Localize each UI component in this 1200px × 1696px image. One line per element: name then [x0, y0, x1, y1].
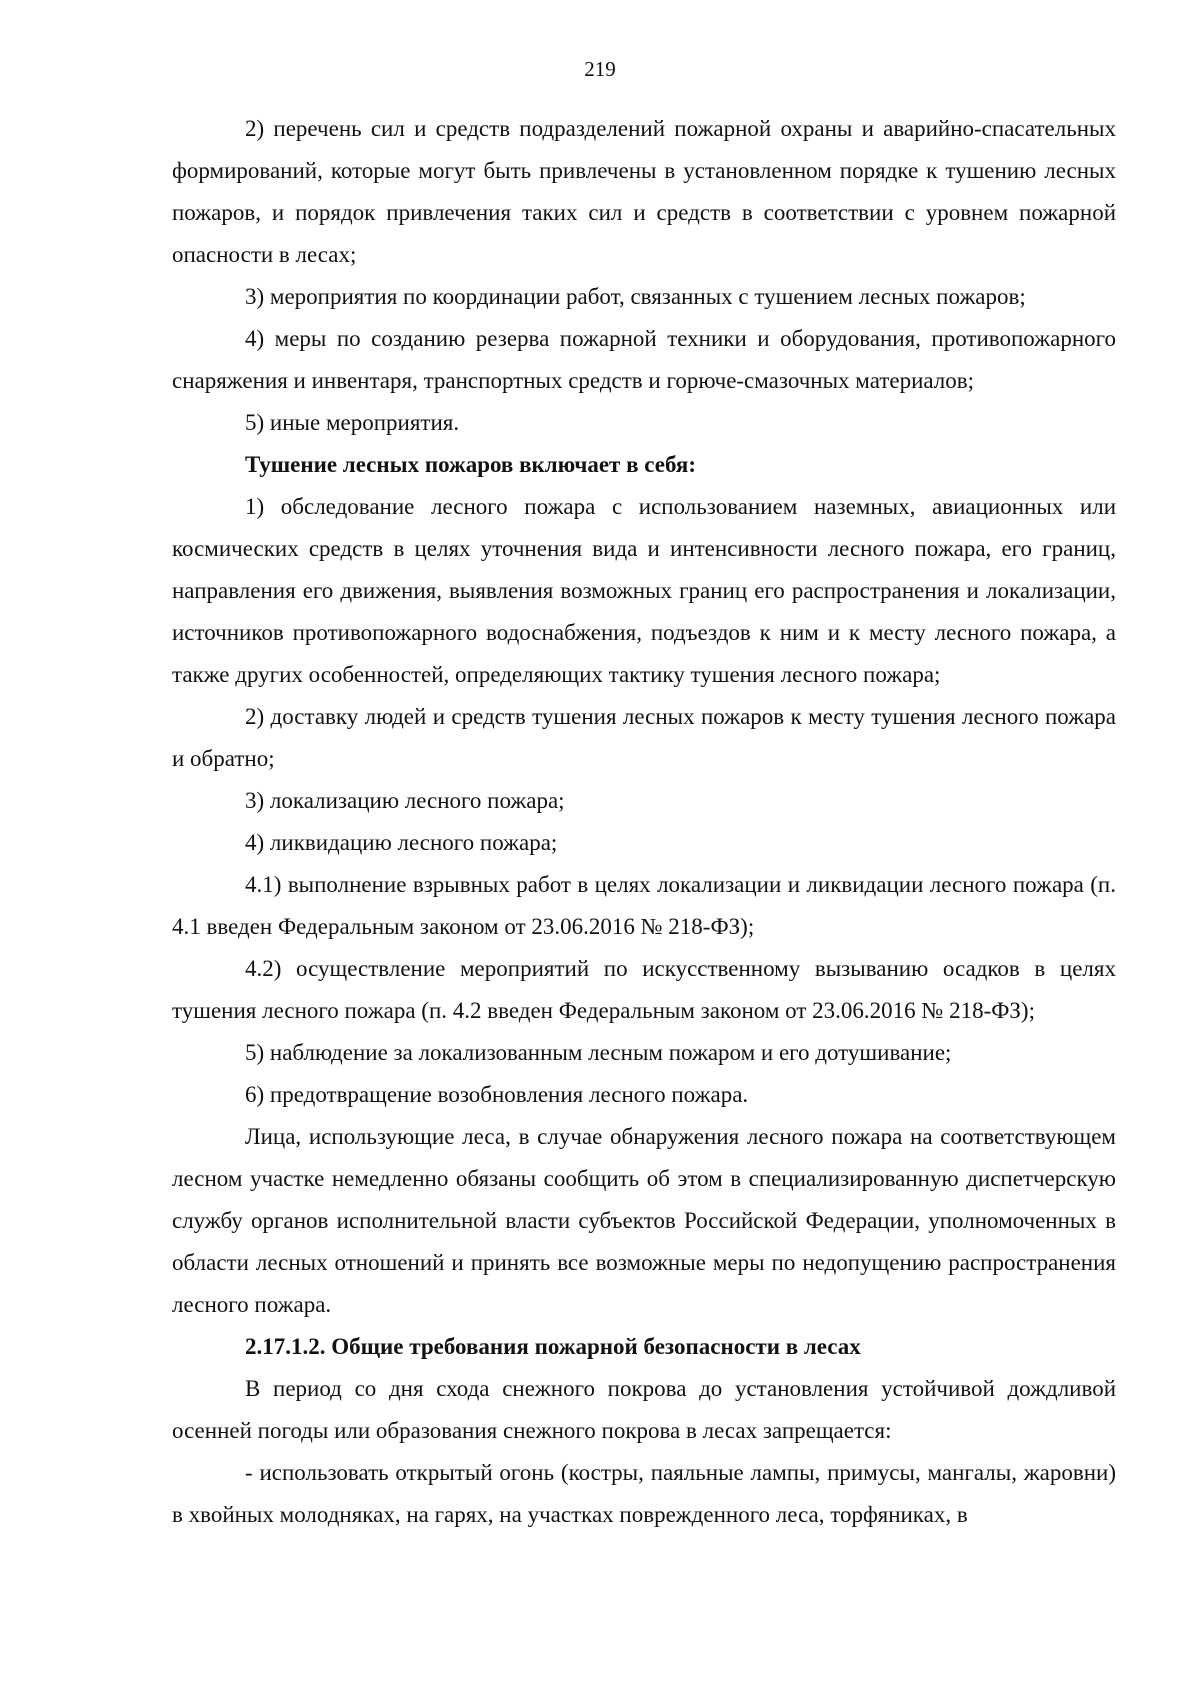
paragraph-fire-season-prohibition: В период со дня схода снежного покрова до установления устойчивой дождливой осенней погоды или образования снежного покрова в лесах запрещается: — [172, 1376, 1116, 1443]
paragraph-delivery: 2) доставку людей и средств тушения лесных пожаров к месту тушения лесного пожара и обратно; — [172, 704, 1116, 771]
section-heading-general-requirements: 2.17.1.2. Общие требования пожарной безопасности в лесах — [245, 1334, 861, 1359]
paragraph-forces-list: 2) перечень сил и средств подразделений пожарной охраны и аварийно-спасательных формирований, которые могут быть привлечены в установленном порядке к тушению лесных пожаров, и порядок привлечения таких сил и средств в соответствии с уровнем пожарной опасности в лесах; — [172, 116, 1116, 267]
paragraph-coordination-measures: 3) мероприятия по координации работ, связанных с тушением лесных пожаров; — [245, 284, 1026, 309]
paragraph-prevention: 6) предотвращение возобновления лесного пожара. — [245, 1082, 749, 1107]
paragraph-forest-users-duty: Лица, использующие леса, в случае обнаружения лесного пожара на соответствующем лесном участке немедленно обязаны сообщить об этом в специализированную диспетчерскую службу органов исполнительной власти субъектов Российской Федерации, уполномоченных в области лесных отношений и принять все возможные меры по недопущению распространения лесного пожара. — [172, 1124, 1116, 1317]
section-heading-firefighting: Тушение лесных пожаров включает в себя: — [245, 452, 696, 477]
paragraph-blasting: 4.1) выполнение взрывных работ в целях локализации и ликвидации лесного пожара (п. 4.1 введен Федеральным законом от 23.06.2016 № 218-ФЗ); — [172, 872, 1116, 939]
paragraph-other-measures: 5) иные мероприятия. — [245, 410, 460, 435]
paragraph-artificial-precipitation: 4.2) осуществление мероприятий по искусственному вызыванию осадков в целях тушения лесного пожара (п. 4.2 введен Федеральным законом от 23.06.2016 № 218-ФЗ); — [172, 956, 1116, 1023]
paragraph-open-fire-ban: - использовать открытый огонь (костры, паяльные лампы, примусы, мангалы, жаровни) в хвойных молодняках, на гарях, на участках поврежденного леса, торфяниках, в — [172, 1460, 1116, 1527]
paragraph-monitoring: 5) наблюдение за локализованным лесным пожаром и его дотушивание; — [245, 1040, 952, 1065]
paragraph-fire-survey: 1) обследование лесного пожара с использованием наземных, авиационных или космических средств в целях уточнения вида и интенсивности лесного пожара, его границ, направления его движения, выявления возможных границ его распространения и локализации, источников противопожарного водоснабжения, подъездов к ним и к месту лесного пожара, а также других особенностей, определяющих тактику тушения лесного пожара; — [172, 494, 1116, 687]
paragraph-liquidation: 4) ликвидацию лесного пожара; — [245, 830, 558, 855]
paragraph-localization: 3) локализацию лесного пожара; — [245, 788, 565, 813]
paragraph-reserve-measures: 4) меры по созданию резерва пожарной техники и оборудования, противопожарного снаряжения и инвентаря, транспортных средств и горюче-смазочных материалов; — [172, 326, 1116, 393]
page-number: 219 — [584, 57, 616, 81]
document-body — [172, 108, 1116, 1536]
